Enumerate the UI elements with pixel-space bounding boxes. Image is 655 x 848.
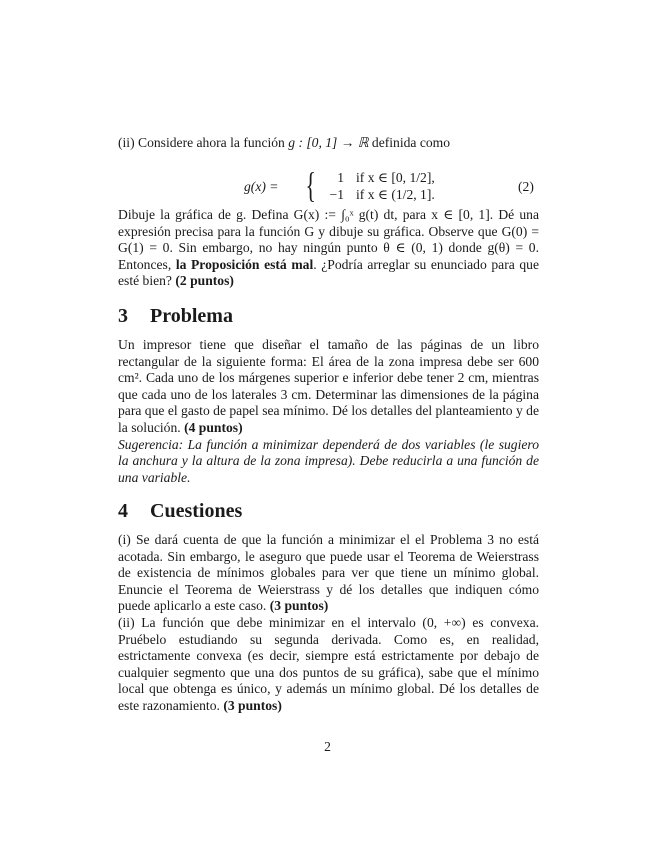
question-1-text: (i) Se dará cuenta de que la función a minimizar el el Problema 3 no está acotada. Sin embargo, le aseguro que puede usar el Teorema de Weierstrass de existencia de mínimos globales para ver que tiene un mínimo global. Enuncie el Teorema de Weierstrass y dé los detalles que indiquen cómo puede aplicarlo a este caso. xyxy=(118,532,539,614)
intro-math: g : [0, 1] → ℝ xyxy=(288,135,369,150)
equation-lhs: g(x) = xyxy=(244,179,279,194)
section-title: Cuestiones xyxy=(150,500,243,522)
intro-text-end: definida como xyxy=(368,135,451,150)
section-number: 4 xyxy=(118,500,128,522)
section-title: Problema xyxy=(150,305,233,327)
question-2-text: (ii) La función que debe minimizar en el intervalo (0, +∞) es convexa. Pruébelo estudiando su segunda derivada. Como es, en realidad, estrictamente convexa (es decir, siempre está estrictamente por debajo de cualquier segmento que una dos puntos de su gráfica), sabe que el mínimo local que obtenga es único, y además un mínimo global. Dé los detalles de este razonamiento. xyxy=(118,614,539,713)
points: (3 puntos) xyxy=(223,697,282,713)
points: (4 puntos) xyxy=(184,419,243,435)
bold-statement: la Proposición está mal xyxy=(175,256,314,272)
page-number: 2 xyxy=(324,739,331,754)
points: (2 puntos) xyxy=(175,273,234,289)
part-ii-paragraph xyxy=(118,207,539,290)
left-brace: { xyxy=(305,165,316,205)
section-3-heading xyxy=(118,305,233,327)
problem-text: Un impresor tiene que diseñar el tamaño de las páginas de un libro rectangular de la siguiente forma: El área de la zona impresa debe ser 600 cm². Cada uno de los márgenes superior e inferior debe tener 2 cm, mientras que cada uno de los laterales 3 cm. Determinar las dimensiones de la página para que el gasto de papel sea mínimo. Dé los detalles del planteamiento y de la solución. xyxy=(118,337,539,435)
case2-condition: if x ∈ (1/2, 1]. xyxy=(356,187,435,202)
hint-text: Sugerencia: La función a minimizar dependerá de dos variables (le sugiero la anchura y la altura de la zona impresa). Debe reducirla a una función de una variable. xyxy=(118,436,539,485)
section-3-paragraph xyxy=(118,337,539,486)
paragraph-text-end: . ¿Podría arreglar su enunciado para que esté bien? xyxy=(118,256,539,289)
section-4-heading xyxy=(118,500,243,522)
case1-value: 1 xyxy=(337,170,344,185)
paragraph-text: Dibuje la gráfica de g. Defina G(x) := ∫₀ˣ g(t) dt, para x ∈ [0, 1]. Dé una expresión precisa para la función G y dibuje su gráfica. Observe que G(0) = G(1) = 0. Sin embargo, no hay ningún punto θ ∈ (0, 1) donde g(θ) = 0. Entonces, xyxy=(118,207,539,272)
equation-number: (2) xyxy=(518,179,534,194)
intro-text: (ii) Considere ahora la función xyxy=(118,135,289,150)
part-ii-intro xyxy=(118,135,539,152)
section-number: 3 xyxy=(118,305,128,327)
equation-2 xyxy=(0,165,655,206)
case1-condition: if x ∈ [0, 1/2], xyxy=(356,170,435,185)
section-4-paragraph xyxy=(118,532,539,715)
points: (3 puntos) xyxy=(269,598,329,614)
case2-value: −1 xyxy=(329,187,344,202)
